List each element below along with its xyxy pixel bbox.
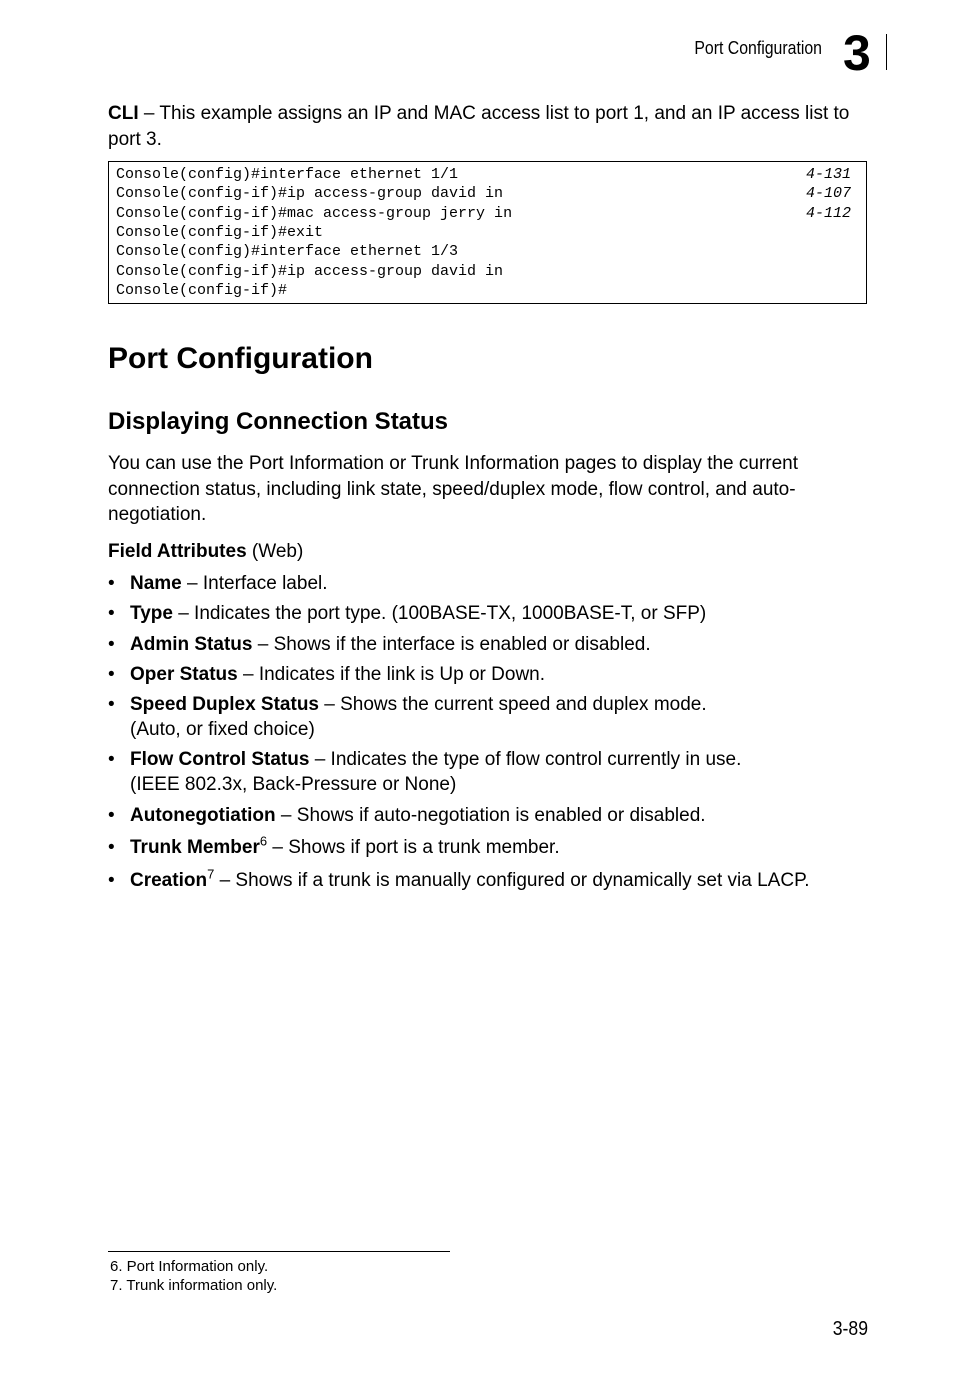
page-number: 3-89 xyxy=(832,1318,868,1340)
field-desc: – Shows if the interface is enabled or disabled. xyxy=(252,634,651,655)
field-term: Name xyxy=(130,573,182,594)
field-desc: – Shows the current speed and duplex mode. xyxy=(319,694,707,715)
footnote-ref: 6 xyxy=(259,833,268,849)
footnote: 7. Trunk information only. xyxy=(110,1277,278,1294)
field-desc: – Indicates the port type. (100BASE-TX, 1000BASE-T, or SFP) xyxy=(172,603,707,624)
field-term: Speed Duplex Status xyxy=(130,694,319,715)
code-line: Console(config-if)#mac access-group jerry in 4-112 xyxy=(116,204,851,222)
footnote-rule xyxy=(108,1251,450,1252)
bullet-icon: • xyxy=(108,749,115,770)
section-subtitle: Displaying Connection Status xyxy=(108,408,449,435)
bullet-icon: • xyxy=(108,603,115,624)
field-term: Creation xyxy=(130,870,208,891)
code-line: Console(config)#interface ethernet 1/3 xyxy=(116,243,459,261)
code-line: Console(config)#interface ethernet 1/1 4-131 xyxy=(116,166,851,183)
bullet-icon: • xyxy=(108,694,115,715)
bullet-icon: • xyxy=(108,573,115,594)
cli-intro-paragraph xyxy=(108,101,868,152)
field-term: Oper Status xyxy=(130,664,238,685)
code-page-ref: 4-131 xyxy=(805,166,851,183)
running-header-title: Port Configuration xyxy=(694,38,822,58)
bullet-icon: • xyxy=(108,837,115,858)
field-desc: – Interface label. xyxy=(181,573,328,594)
bullet-icon: • xyxy=(108,870,115,891)
field-desc: – Shows if a trunk is manually configured or dynamically set via LACP. xyxy=(214,870,810,891)
cli-label: CLI xyxy=(108,103,139,124)
footnote-ref: 7 xyxy=(207,866,215,882)
code-line: Console(config-if)#ip access-group david in xyxy=(116,262,504,280)
field-desc: – Shows if auto-negotiation is enabled or disabled. xyxy=(275,805,706,826)
field-desc: – Indicates if the link is Up or Down. xyxy=(237,664,546,685)
section-intro-paragraph: You can use the Port Information or Trunk Information pages to display the current connection status, including link state, speed/duplex mode, flow control, and auto-negotiation. xyxy=(108,453,799,525)
field-desc-continued: (IEEE 802.3x, Back-Pressure or None) xyxy=(130,774,457,795)
field-desc: – Shows if port is a trunk member. xyxy=(267,837,560,858)
code-page-ref: 4-112 xyxy=(805,204,851,222)
footnote: 6. Port Information only. xyxy=(110,1258,269,1275)
header-vertical-rule xyxy=(886,34,887,70)
code-line: Console(config-if)# xyxy=(116,281,288,299)
code-page-ref: 4-107 xyxy=(805,185,851,203)
field-desc-continued: (Auto, or fixed choice) xyxy=(130,719,315,740)
field-term: Type xyxy=(130,603,173,624)
field-desc: – Indicates the type of flow control currently in use. xyxy=(309,749,742,770)
field-term: Flow Control Status xyxy=(130,749,310,770)
cli-intro-text: – This example assigns an IP and MAC access list to port 1, and an IP access list to port 3. xyxy=(108,103,850,150)
code-line: Console(config-if)#ip access-group david in 4-107 xyxy=(116,185,851,203)
field-attributes-heading: Field Attributes (Web) xyxy=(108,541,304,562)
bullet-icon: • xyxy=(108,664,115,685)
code-line: Console(config-if)#exit xyxy=(116,223,324,241)
bullet-icon: • xyxy=(108,805,115,826)
section-title: Port Configuration xyxy=(108,342,373,375)
bullet-icon: • xyxy=(108,634,115,655)
field-term: Trunk Member xyxy=(130,837,260,858)
field-term: Autonegotiation xyxy=(130,805,276,826)
cli-code-block xyxy=(108,161,867,304)
field-term: Admin Status xyxy=(130,634,253,655)
chapter-number: 3 xyxy=(843,25,871,81)
